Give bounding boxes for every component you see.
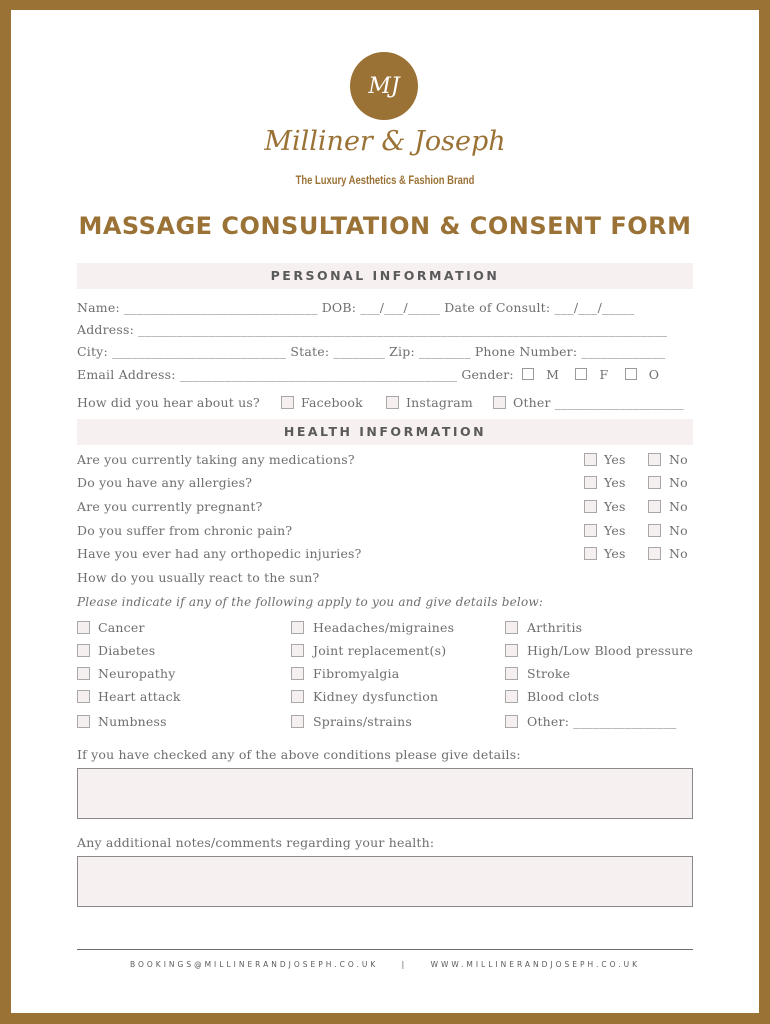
chronic-pain-no-checkbox[interactable] [648,524,661,537]
orthopedic-no-checkbox[interactable] [648,547,661,560]
chronic-pain-question: Do you suffer from chronic pain? [77,523,293,538]
arthritis-checkbox[interactable] [505,621,518,634]
sun-reaction-question: How do you usually react to the sun? [77,570,320,585]
logo-monogram: MJ [350,52,418,120]
condition-label: Headaches/migraines [313,620,455,635]
details-label: If you have checked any of the above conditions please give details: [77,747,521,762]
yes-label: Yes [604,475,626,490]
notes-textarea[interactable] [77,856,693,907]
yes-label: Yes [604,523,626,538]
facebook-checkbox[interactable] [281,396,294,409]
no-label: No [669,546,688,561]
other-source-checkbox[interactable] [493,396,506,409]
instagram-checkbox[interactable] [386,396,399,409]
allergies-question: Do you have any allergies? [77,475,253,490]
footer-divider [77,949,693,950]
condition-label: Diabetes [98,643,156,658]
other-source-label[interactable]: Other ____________________ [513,395,684,410]
gender-m-label: M [546,367,560,382]
notes-label: Any additional notes/comments regarding your health: [77,835,435,850]
gender-o-label: O [648,367,660,382]
footer [77,960,693,969]
pregnant-question: Are you currently pregnant? [77,499,263,514]
brand-name: Milliner & Joseph [264,126,506,157]
condition-label: Stroke [527,666,571,681]
fibromyalgia-checkbox[interactable] [291,667,304,680]
neuropathy-checkbox[interactable] [77,667,90,680]
condition-label: Cancer [98,620,145,635]
yes-label: Yes [604,499,626,514]
instagram-label: Instagram [406,395,473,410]
medications-no-checkbox[interactable] [648,453,661,466]
condition-label: High/Low Blood pressure [527,643,694,658]
headaches-checkbox[interactable] [291,621,304,634]
joint-replacement-checkbox[interactable] [291,644,304,657]
no-label: No [669,475,688,490]
blood-pressure-checkbox[interactable] [505,644,518,657]
facebook-label: Facebook [301,395,363,410]
yes-label: Yes [604,452,626,467]
orthopedic-yes-checkbox[interactable] [584,547,597,560]
orthopedic-question: Have you ever had any orthopedic injuries? [77,546,362,561]
email-gender-row [77,367,693,382]
cancer-checkbox[interactable] [77,621,90,634]
pregnant-no-checkbox[interactable] [648,500,661,513]
city-state-zip-line[interactable]: City: ___________________________ State: ________ Zip: ________ Phone Number: _____________ [77,344,666,359]
yes-label: Yes [604,546,626,561]
health-info-header: HEALTH INFORMATION [77,419,693,445]
gender-label: Gender: [461,367,514,382]
heart-attack-checkbox[interactable] [77,690,90,703]
address-line[interactable]: Address: __________________________________________________________________________________ [77,322,668,337]
condition-label: Kidney dysfunction [313,689,439,704]
sprains-checkbox[interactable] [291,715,304,728]
blood-clots-checkbox[interactable] [505,690,518,703]
condition-label: Joint replacement(s) [313,643,447,658]
condition-label: Arthritis [527,620,583,635]
condition-label: Blood clots [527,689,600,704]
allergies-yes-checkbox[interactable] [584,476,597,489]
form-page [11,10,759,1013]
personal-info-header: PERSONAL INFORMATION [77,263,693,289]
allergies-no-checkbox[interactable] [648,476,661,489]
details-textarea[interactable] [77,768,693,819]
footer-email[interactable]: BOOKINGS@MILLINERANDJOSEPH.CO.UK [129,960,379,969]
gender-f-label: F [599,367,609,382]
condition-label: Fibromyalgia [313,666,400,681]
other-condition-field[interactable]: Other: ________________ [527,714,677,729]
no-label: No [669,499,688,514]
diabetes-checkbox[interactable] [77,644,90,657]
form-title: MASSAGE CONSULTATION & CONSENT FORM [78,212,692,240]
condition-label: Neuropathy [98,666,176,681]
numbness-checkbox[interactable] [77,715,90,728]
medications-question: Are you currently taking any medications? [77,452,355,467]
kidney-dysfunction-checkbox[interactable] [291,690,304,703]
brand-tagline: The Luxury Aesthetics & Fashion Brand [295,175,475,187]
medications-yes-checkbox[interactable] [584,453,597,466]
name-dob-line[interactable]: Name: ______________________________ DOB: ___/___/_____ Date of Consult: ___/___/_____ [77,300,635,315]
email-field[interactable]: Email Address: ___________________________________________ [77,367,458,382]
footer-website[interactable]: WWW.MILLINERANDJOSEPH.CO.UK [430,960,641,969]
chronic-pain-yes-checkbox[interactable] [584,524,597,537]
hear-about-label: How did you hear about us? [77,395,260,410]
gender-o-checkbox[interactable] [625,368,637,380]
other-condition-checkbox[interactable] [505,715,518,728]
no-label: No [669,523,688,538]
condition-label: Numbness [98,714,167,729]
condition-label: Heart attack [98,689,181,704]
gender-f-checkbox[interactable] [575,368,587,380]
stroke-checkbox[interactable] [505,667,518,680]
gender-m-checkbox[interactable] [522,368,534,380]
conditions-instruction: Please indicate if any of the following apply to you and give details below: [77,595,544,609]
condition-label: Sprains/strains [313,714,412,729]
no-label: No [669,452,688,467]
footer-separator: | [401,960,408,969]
pregnant-yes-checkbox[interactable] [584,500,597,513]
